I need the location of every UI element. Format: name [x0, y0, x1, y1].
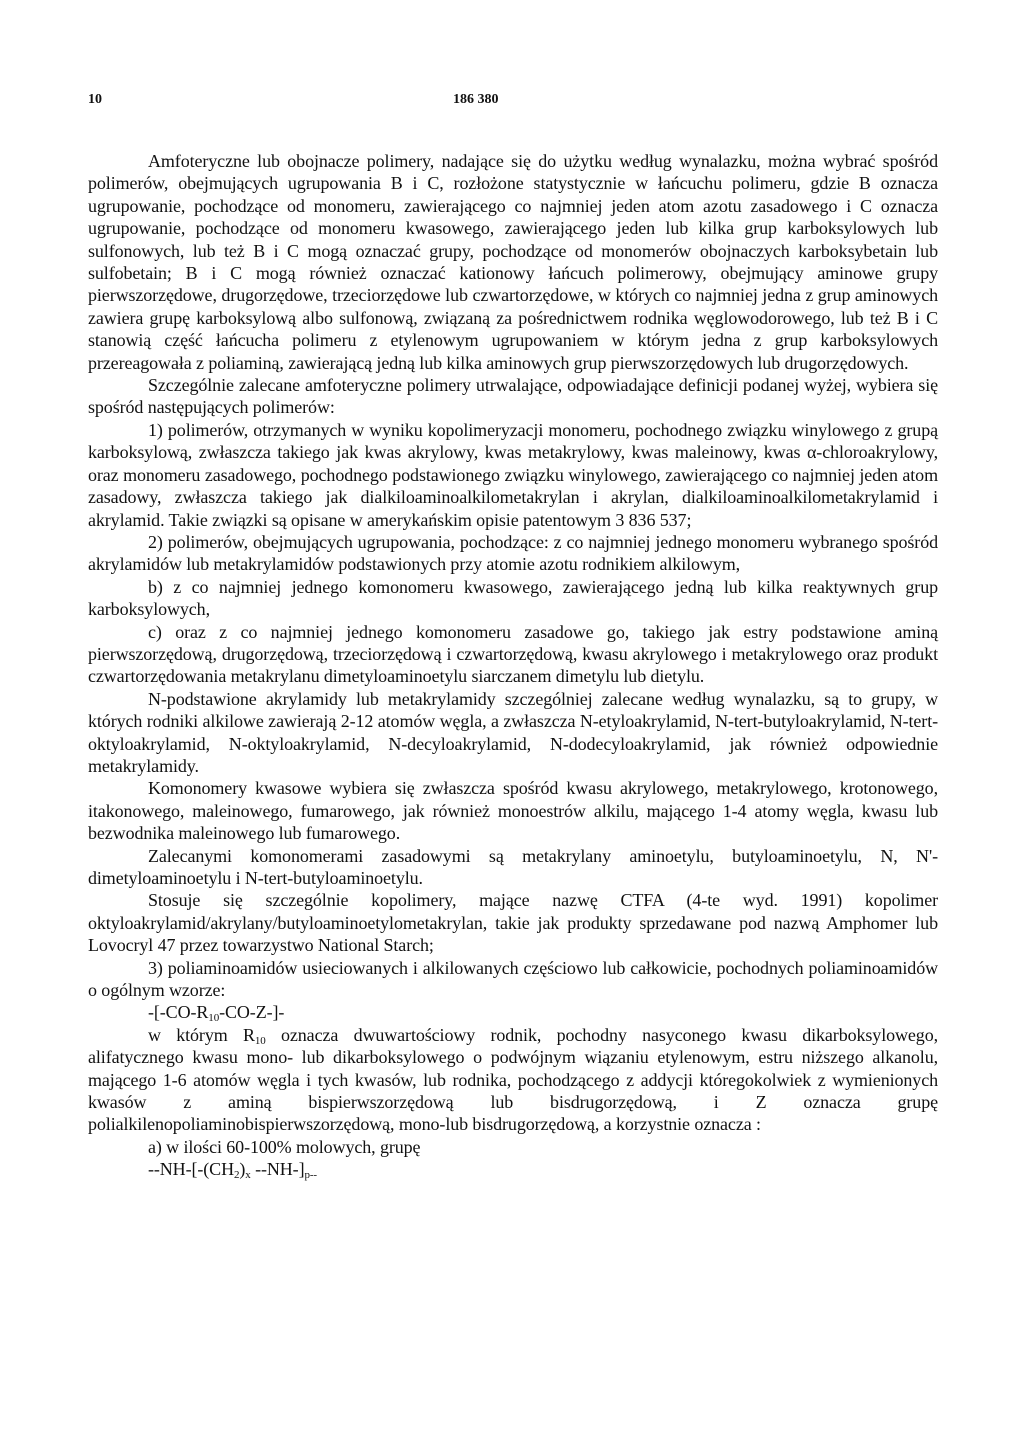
paragraph: N-podstawione akrylamidy lub metakrylamidy szczególniej zalecane według wynalazku, są to grupy, w których rodniki alkilowe zawierają 2-12 atomów węgla, a zwłaszcza N-etyloakrylamid, N-tert-butyloakrylamid, N-tert-oktyloakrylamid, N-oktyloakrylamid, N-decyloakrylamid, N-dodecyloakrylamid, jak również odpowiednie metakrylamidy.: [88, 688, 938, 776]
chemical-formula: $--NH-[-(CH_2)_x$ $--NH-]_{p--}$: [148, 1159, 317, 1182]
list-item: b) z co najmniej jednego komonomeru kwasowego, zawierającego jedną lub kilka reaktywnych grup karboksylowych,: [88, 576, 938, 620]
paragraph: Amfoteryczne lub obojnacze polimery, nadające się do użytku według wynalazku, można wybrać spośród polimerów, obejmujących ugrupowania B i C, rozłożone statystycznie w łańcuchu polimeru, gdzie B oznacza ugrupowanie, pochodzące od monomeru, zawierającego co najmniej jeden atom azotu zasadowego i C oznacza ugrupowanie, pochodzące od monomeru kwasowego, zawierającego jeden lub kilka grup karboksylowych lub sulfonowych, lub też B i C mogą oznaczać grupy, pochodzące od monomerów obojnaczych karboksybetain lub sulfobetain; B i C mogą również oznaczać kationowy łańcuch polimerowy, obejmujący aminowe grupy pierwszorzędowe, drugorzędowe, trzeciorzędowe lub czwartorzędowe, w których co najmniej jedna z grup aminowych zawiera grupę karboksylową albo sulfonową, związaną za pośrednictwem rodnika węglowodorowego, lub też B i C stanowią część łańcucha polimeru z etylenowym ugrupowaniem w którym jedna z grup karboksylowych przereagowała z poliaminą, zawierającą jedną lub kilka aminowych grup pierwszorzędowych lub drugorzędowych.: [88, 151, 938, 373]
document-page: [88, 92, 938, 1181]
paragraph: Szczególnie zalecane amfoteryczne polimery utrwalające, odpowiadające definicji podanej wyżej, wybiera się spośród następujących polimerów:: [88, 375, 938, 418]
chemical-formula: $-[-CO-R_{10}-CO-Z-]-$: [148, 1002, 285, 1025]
formula-explanation: w którym $R_{10}$ oznacza dwuwartościowy rodnik, pochodny nasyconego kwasu dikarboksylowego, alifatycznego kwasu mono- lub dikarboksylowego o podwójnym wiązaniu etylenowym, estru niższego alkanolu, mającego 1-6 atomów węgla i tych kwasów, lub rodnika, pochodzącego z addycji któregokolwiek z wymienionych kwasów z aminą bispierwszorzędową lub bisdrugorzędową, i Z oznacza grupę polialkilenopoliaminobispierwszorzędową, mono-lub bisdrugorzędową, a korzystnie oznacza :: [88, 1024, 938, 1135]
page-number: 10: [88, 92, 102, 107]
paragraph: Zalecanymi komonomerami zasadowymi są metakrylany aminoetylu, butyloaminoetylu, N, N'-dimetyloaminoetylu i N-tert-butyloaminoetylu.: [88, 845, 938, 888]
list-item: a) w ilości 60-100% molowych, grupę: [148, 1136, 421, 1157]
document-body: [88, 150, 938, 1181]
list-item: 2) polimerów, obejmujących ugrupowania, pochodzące: z co najmniej jednego monomeru wybranego spośród akrylamidów lub metakrylamidów podstawionych przy atomie azotu rodnikiem alkilowym,: [88, 531, 938, 575]
list-item: 3) poliaminoamidów usieciowanych i alkilowanych częściowo lub całkowicie, pochodnych poliaminoamidów o ogólnym wzorze:: [88, 957, 938, 1001]
list-item: c) oraz z co najmniej jednego komonomeru zasadowe go, takiego jak estry podstawione aminą pierwszorzędową, drugorzędową, trzeciorzędową i czwartorzędową, kwasu akrylowego i metakrylowego oraz produkt czwartorzędowania metakrylanu dimetyloaminoetylu siarczanem dimetylu lub dietylu.: [88, 621, 938, 687]
list-item: 1) polimerów, otrzymanych w wyniku kopolimeryzacji monomeru, pochodnego związku winylowego z grupą karboksylową, zwłaszcza takiego jak kwas akrylowy, kwas metakrylowy, kwas maleinowy, kwas α-chloroakrylowy, oraz monomeru zasadowego, pochodnego podstawionego związku winylowego, zawierającego co najmniej jeden atom zasadowy, zwłaszcza takiego jak dialkiloaminoalkilometakrylan i akrylan, dialkiloaminoalkilometakrylamid i akrylamid. Takie związki są opisane w amerykańskim opisie patentowym 3 836 537;: [88, 419, 938, 530]
page-header: [88, 92, 938, 122]
patent-number: 186 380: [453, 92, 499, 107]
paragraph: Stosuje się szczególnie kopolimery, mające nazwę CTFA (4-te wyd. 1991) kopolimer oktyloakrylamid/akrylany/butyloaminoetylometakrylan, takie jak produkty sprzedawane pod nazwą Amphomer lub Lovocryl 47 przez towarzystwo National Starch;: [88, 890, 938, 956]
paragraph: Komonomery kwasowe wybiera się zwłaszcza spośród kwasu akrylowego, metakrylowego, krotonowego, itakonowego, maleinowego, fumarowego, jak również monoestrów alkilu, mającego 1-4 atomy węgla, kwasu lub bezwodnika maleinowego lub fumarowego.: [88, 778, 938, 844]
